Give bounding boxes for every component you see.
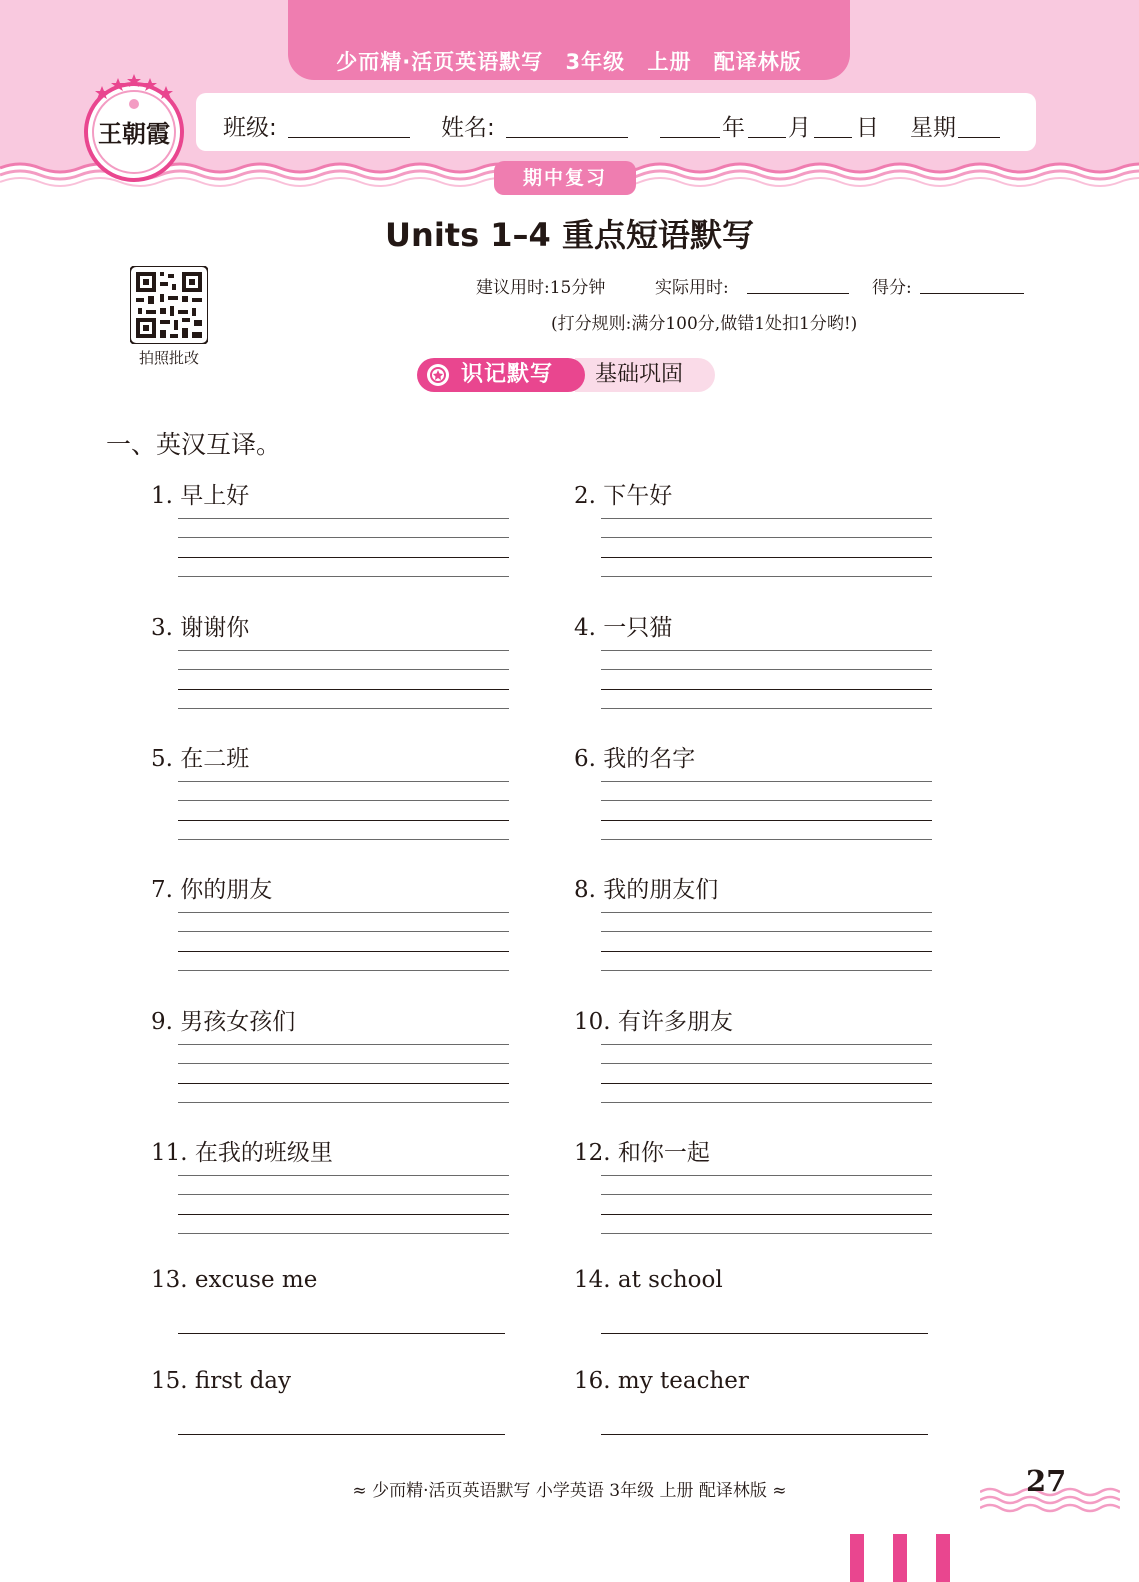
badge-right: [575, 358, 715, 392]
answer-lines[interactable]: [178, 781, 509, 841]
actual-time-label: 实际用时:: [655, 278, 729, 298]
page-edge-bar: [850, 1534, 864, 1582]
score-field[interactable]: [920, 293, 1024, 294]
score-label: 得分:: [872, 278, 912, 298]
badge-right-label: 基础巩固: [595, 362, 684, 387]
answer-lines[interactable]: [178, 912, 509, 972]
answer-lines[interactable]: [601, 1044, 932, 1104]
book-title: 少而精·活页英语默写 3年级 上册 配译林版: [336, 50, 802, 74]
list-item: [574, 740, 914, 773]
item-prompt: 12. 和你一起: [574, 1140, 710, 1166]
item-prompt: 11. 在我的班级里: [151, 1140, 333, 1166]
list-item: [574, 1267, 914, 1293]
item-prompt: 9. 男孩女孩们: [151, 1009, 296, 1035]
year-label: 年: [722, 115, 745, 141]
page-number: 27: [1026, 1464, 1067, 1498]
class-label: 班级:: [223, 115, 277, 141]
item-prompt: 4. 一只猫: [574, 615, 673, 641]
midterm-review-chip: 期中复习: [494, 161, 636, 195]
list-item: [574, 871, 914, 904]
answer-lines[interactable]: [601, 781, 932, 841]
scoring-rule: (打分规则:满分100分,做错1处扣1分哟!): [551, 314, 858, 334]
list-item: [151, 1368, 491, 1394]
suggested-time: 建议用时:15分钟: [476, 278, 606, 298]
year-field[interactable]: [660, 137, 720, 138]
answer-lines[interactable]: [601, 650, 932, 710]
list-item: [574, 477, 914, 510]
page-edge-bar: [893, 1534, 907, 1582]
name-label: 姓名:: [441, 115, 495, 141]
list-item: [151, 609, 491, 642]
logo-text: 王朝霞: [98, 119, 170, 148]
list-item: [151, 1003, 491, 1036]
qr-label: 拍照批改: [138, 349, 199, 367]
list-item: [151, 1267, 491, 1293]
weekday-field[interactable]: [958, 137, 1000, 138]
item-prompt: 2. 下午好: [574, 483, 673, 509]
item-prompt: 10. 有许多朋友: [574, 1009, 733, 1035]
item-prompt: 8. 我的朋友们: [574, 877, 719, 903]
qr-code[interactable]: [130, 266, 208, 344]
day-field[interactable]: [814, 137, 852, 138]
item-prompt: 15. first day: [151, 1368, 292, 1394]
month-label: 月: [788, 115, 811, 141]
list-item: [574, 1134, 914, 1167]
name-field[interactable]: [506, 137, 628, 138]
list-item: [151, 477, 491, 510]
page-edge-bar: [936, 1534, 950, 1582]
list-item: [574, 1368, 914, 1394]
list-item: [151, 871, 491, 904]
item-prompt: 1. 早上好: [151, 483, 250, 509]
answer-lines[interactable]: [601, 912, 932, 972]
answer-lines[interactable]: [178, 1044, 509, 1104]
answer-lines[interactable]: [178, 650, 509, 710]
badge-left-label: 识记默写: [461, 362, 554, 387]
publisher-logo: [82, 72, 186, 182]
answer-lines[interactable]: [178, 518, 509, 578]
answer-line[interactable]: [601, 1333, 928, 1334]
list-item: [151, 740, 491, 773]
class-field[interactable]: [288, 137, 410, 138]
month-field[interactable]: [748, 137, 786, 138]
item-prompt: 7. 你的朋友: [151, 877, 273, 903]
footer-text: ≈ 少而精·活页英语默写 小学英语 3年级 上册 配译林版 ≈: [352, 1481, 787, 1501]
list-item: [574, 609, 914, 642]
answer-lines[interactable]: [601, 1175, 932, 1235]
weekday-label: 星期: [910, 115, 956, 141]
answer-lines[interactable]: [178, 1175, 509, 1235]
answer-lines[interactable]: [601, 518, 932, 578]
answer-line[interactable]: [601, 1434, 928, 1435]
medal-icon: [427, 364, 449, 386]
actual-time-field[interactable]: [747, 293, 849, 294]
day-label: 日: [856, 115, 879, 141]
answer-line[interactable]: [178, 1434, 505, 1435]
item-prompt: 6. 我的名字: [574, 746, 696, 772]
item-prompt: 14. at school: [574, 1267, 723, 1293]
page-title: Units 1–4 重点短语默写: [385, 216, 754, 254]
item-prompt: 5. 在二班: [151, 746, 250, 772]
list-item: [574, 1003, 914, 1036]
item-prompt: 13. excuse me: [151, 1267, 318, 1293]
section-title: 一、英汉互译。: [106, 430, 282, 459]
list-item: [151, 1134, 491, 1167]
answer-line[interactable]: [178, 1333, 505, 1334]
item-prompt: 16. my teacher: [574, 1368, 749, 1394]
item-prompt: 3. 谢谢你: [151, 615, 250, 641]
